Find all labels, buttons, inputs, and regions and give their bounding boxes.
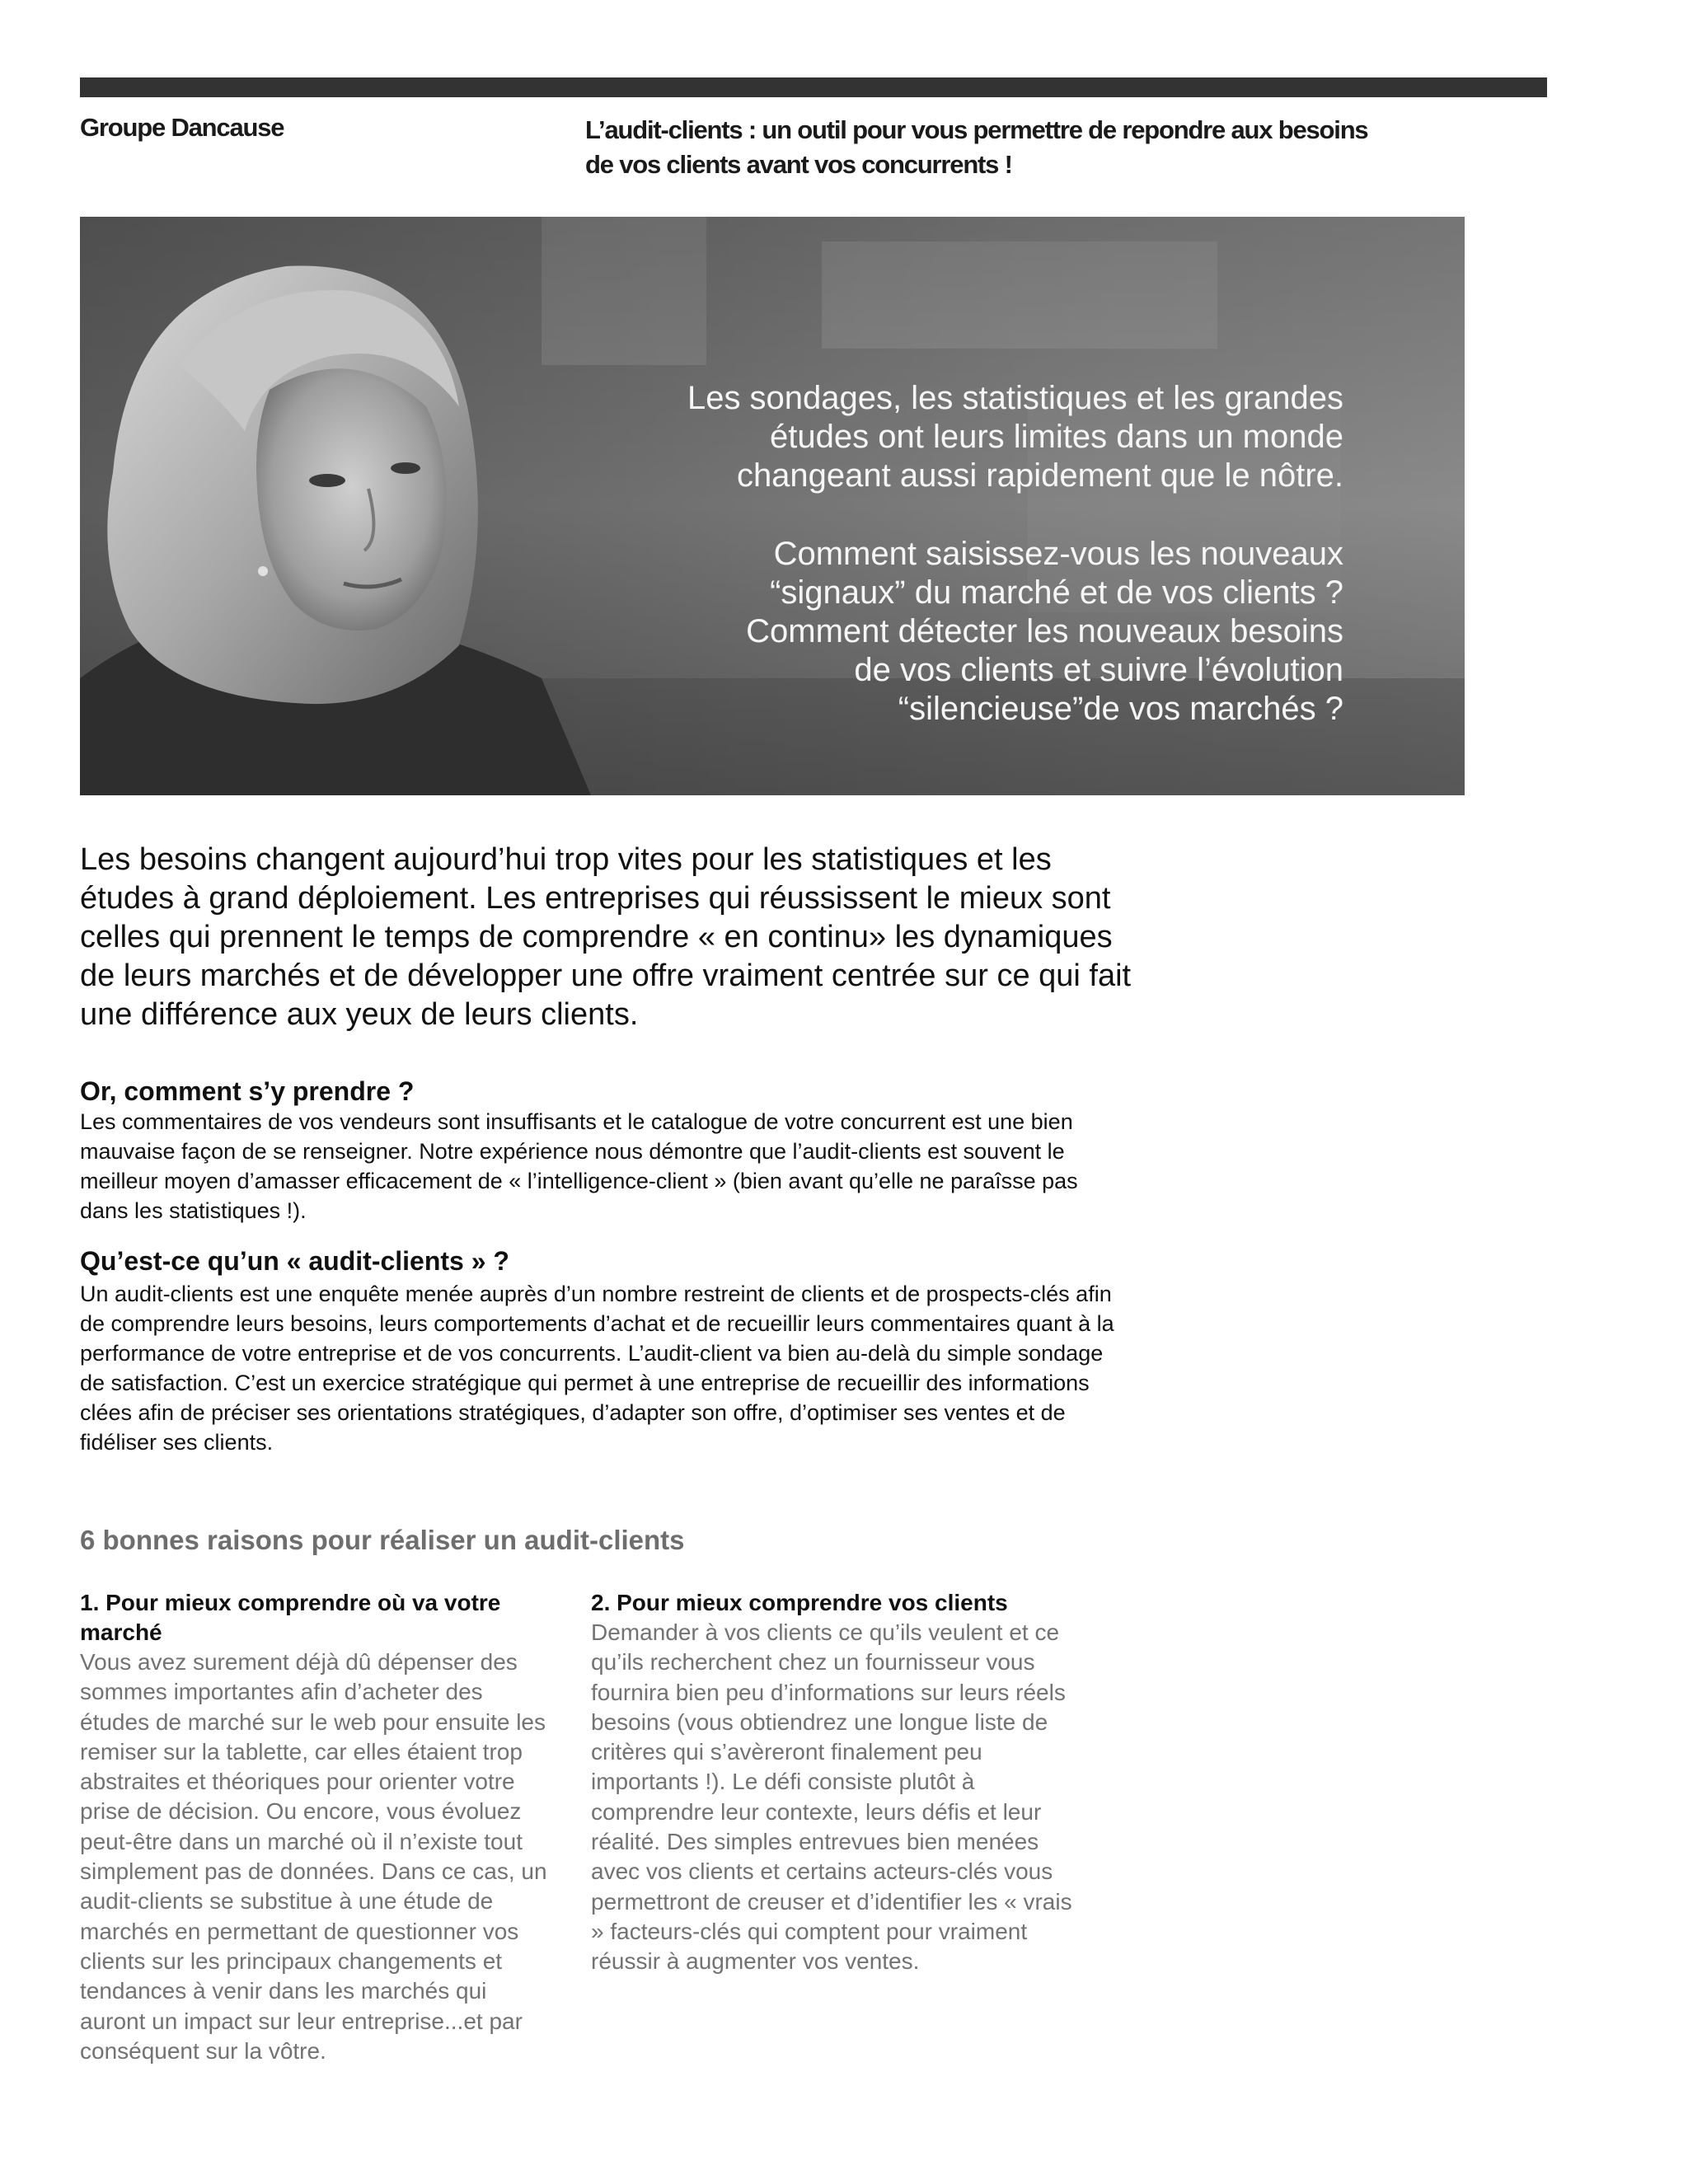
hero-quote-paragraph-2: Comment saisissez-vous les nouveaux “signaux” du marché et de vos clients ? Comment détecter les nouveaux besoins de vos clients et suivre l’évolution “silencieuse”de vos marchés ? <box>746 536 1343 727</box>
hero-banner <box>80 217 1465 795</box>
company-name: Groupe Dancause <box>80 113 284 142</box>
lead-paragraph: Les besoins changent aujourd’hui trop vites pour les statistiques et les études à grand déploiement. Les entreprises qui réussissent le mieux sont celles qui prennent le temps de comprendre « en continu» les dynamiques de leurs marchés et de développer une offre vraiment centrée sur ce qui fait une différence aux yeux de leurs clients. <box>80 842 1132 1032</box>
hero-quote <box>536 379 1343 729</box>
reason-1-body: Vous avez surement déjà dû dépenser des sommes importantes afin d’acheter des études de marché sur le web pour ensuite les remiser sur la tablette, car elles étaient trop abstraites et théoriques pour orienter votre prise de décision. Ou encore, vous évoluez peut-être dans un marché où il n’existe tout simplement pas de données. Dans ce cas, un audit-clients se substitue à une étude de marchés en permettant de questionner vos clients sur les principaux changements et tendances à venir dans les marchés qui auront un impact sur leur entreprise...et par conséquent sur la vôtre. <box>80 1649 547 2064</box>
reason-1-heading: 1. Pour mieux comprendre où va votre marché <box>80 1590 501 1645</box>
section-body-what: Un audit-clients est une enquête menée auprès d’un nombre restreint de clients et de prospects-clés afin de comprendre leurs besoins, leurs comportements d’achat et de recueillir leurs commentaires quant à la performance de votre entreprise et de vos concurrents. L’audit-client va bien au-delà du simple sondage de satisfaction. C’est un exercice stratégique qui permet à une entreprise de recueillir des informations clées afin de préciser ses orientations stratégiques, d’adapter son offre, d’optimiser ses ventes et de fidéliser ses clients. <box>80 1282 1114 1455</box>
reason-2-body: Demander à vos clients ce qu’ils veulent et ce qu’ils recherchent chez un fournisseur vous fournira bien peu d’informations sur leurs réels besoins (vous obtiendrez une longue liste de critères qui s’avèreront finalement peu importants !). Le défi consiste plutôt à comprendre leur contexte, leurs défis et leur réalité. Des simples entrevues bien menées avec vos clients et certains acteurs-clés vous permettront de creuser et d’identifier les « vrais » facteurs-clés qui comptent pour vraiment réussir à augmenter vos ventes. <box>591 1619 1072 1975</box>
reason-2-heading: 2. Pour mieux comprendre vos clients <box>591 1590 1008 1615</box>
section-body-how: Les commentaires de vos vendeurs sont insuffisants et le catalogue de votre concurrent est une bien mauvaise façon de se renseigner. Notre expérience nous démontre que l’audit-clients est souvent le meilleur moyen d’amasser efficacement de « l’intelligence-client » (bien avant qu’elle ne paraîsse pas dans les statistiques !). <box>80 1109 1078 1223</box>
section-heading-how: Or, comment s’y prendre ? <box>80 1076 415 1106</box>
reasons-title: 6 bonnes raisons pour réaliser un audit-clients <box>80 1525 685 1555</box>
hero-quote-paragraph-1: Les sondages, les statistiques et les grandes études ont leurs limites dans un monde changeant aussi rapidement que le nôtre. <box>687 380 1343 494</box>
header-rule <box>80 77 1547 97</box>
section-heading-what: Qu’est-ce qu’un « audit-clients » ? <box>80 1246 509 1276</box>
document-title: L’audit-clients : un outil pour vous permettre de repondre aux besoins de vos clients avant vos concurrents ! <box>585 115 1368 179</box>
